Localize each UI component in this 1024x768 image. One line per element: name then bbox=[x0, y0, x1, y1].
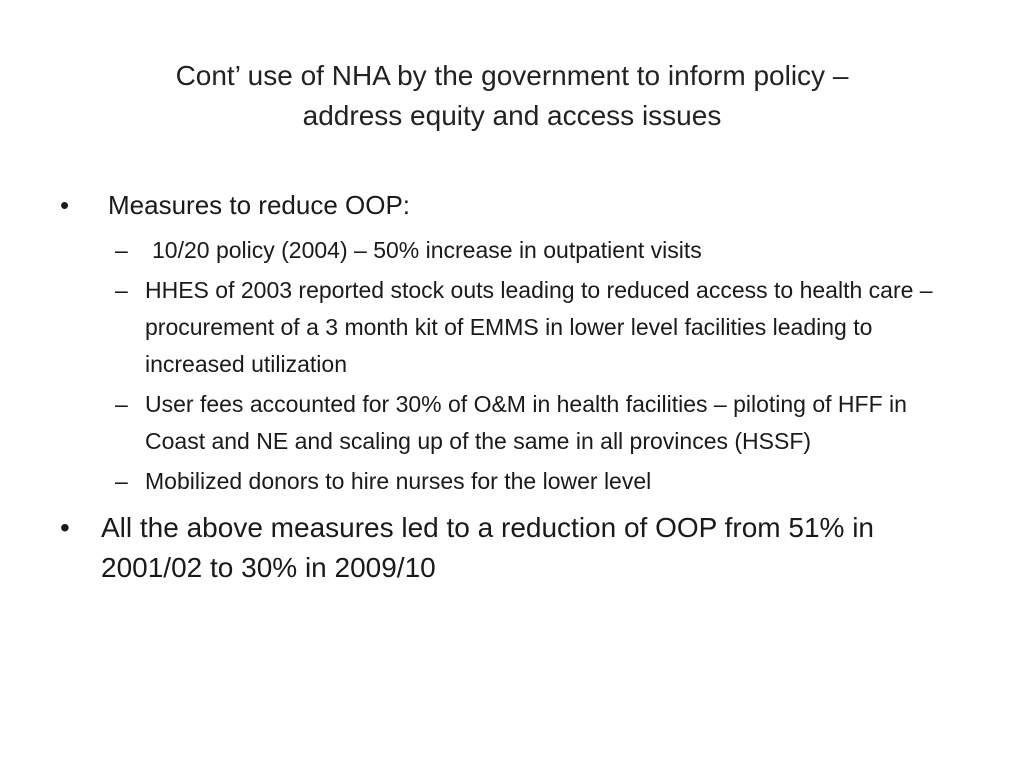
sub-bullet-policy bbox=[60, 232, 960, 269]
bullet-conclusion bbox=[60, 508, 960, 588]
dash-icon: – bbox=[115, 237, 128, 263]
sub-bullet-text: HHES of 2003 reported stock outs leading to reduced access to health care – procurement of a 3 month kit of EMMS in lower level facilities leading to increased utilization bbox=[145, 277, 933, 377]
sub-bullet-list bbox=[60, 232, 960, 500]
sub-bullet-donors bbox=[60, 463, 960, 500]
bullet-measures bbox=[60, 186, 960, 224]
bullet-icon: • bbox=[60, 512, 70, 543]
sub-bullet-text: User fees accounted for 30% of O&M in health facilities – piloting of HFF in Coast and NE and scaling up of the same in all provinces (HSSF) bbox=[145, 391, 907, 454]
sub-bullet-text: Mobilized donors to hire nurses for the lower level bbox=[145, 468, 652, 494]
dash-icon: – bbox=[115, 468, 128, 494]
dash-icon: – bbox=[115, 391, 128, 417]
sub-bullet-hhes bbox=[60, 272, 960, 383]
title-line-1: Cont’ use of NHA by the government to inform policy – bbox=[175, 60, 849, 91]
bullet-text: All the above measures led to a reduction of OOP from 51% in 2001/02 to 30% in 2009/10 bbox=[101, 512, 875, 583]
title-line-2: address equity and access issues bbox=[302, 100, 722, 131]
sub-bullet-text: 10/20 policy (2004) – 50% increase in outpatient visits bbox=[152, 237, 702, 263]
slide-title bbox=[80, 56, 944, 136]
dash-icon: – bbox=[115, 277, 128, 303]
bullet-icon: • bbox=[60, 190, 70, 220]
bullet-text: Measures to reduce OOP: bbox=[108, 190, 411, 220]
slide-body bbox=[60, 186, 960, 588]
sub-bullet-user-fees bbox=[60, 386, 960, 460]
